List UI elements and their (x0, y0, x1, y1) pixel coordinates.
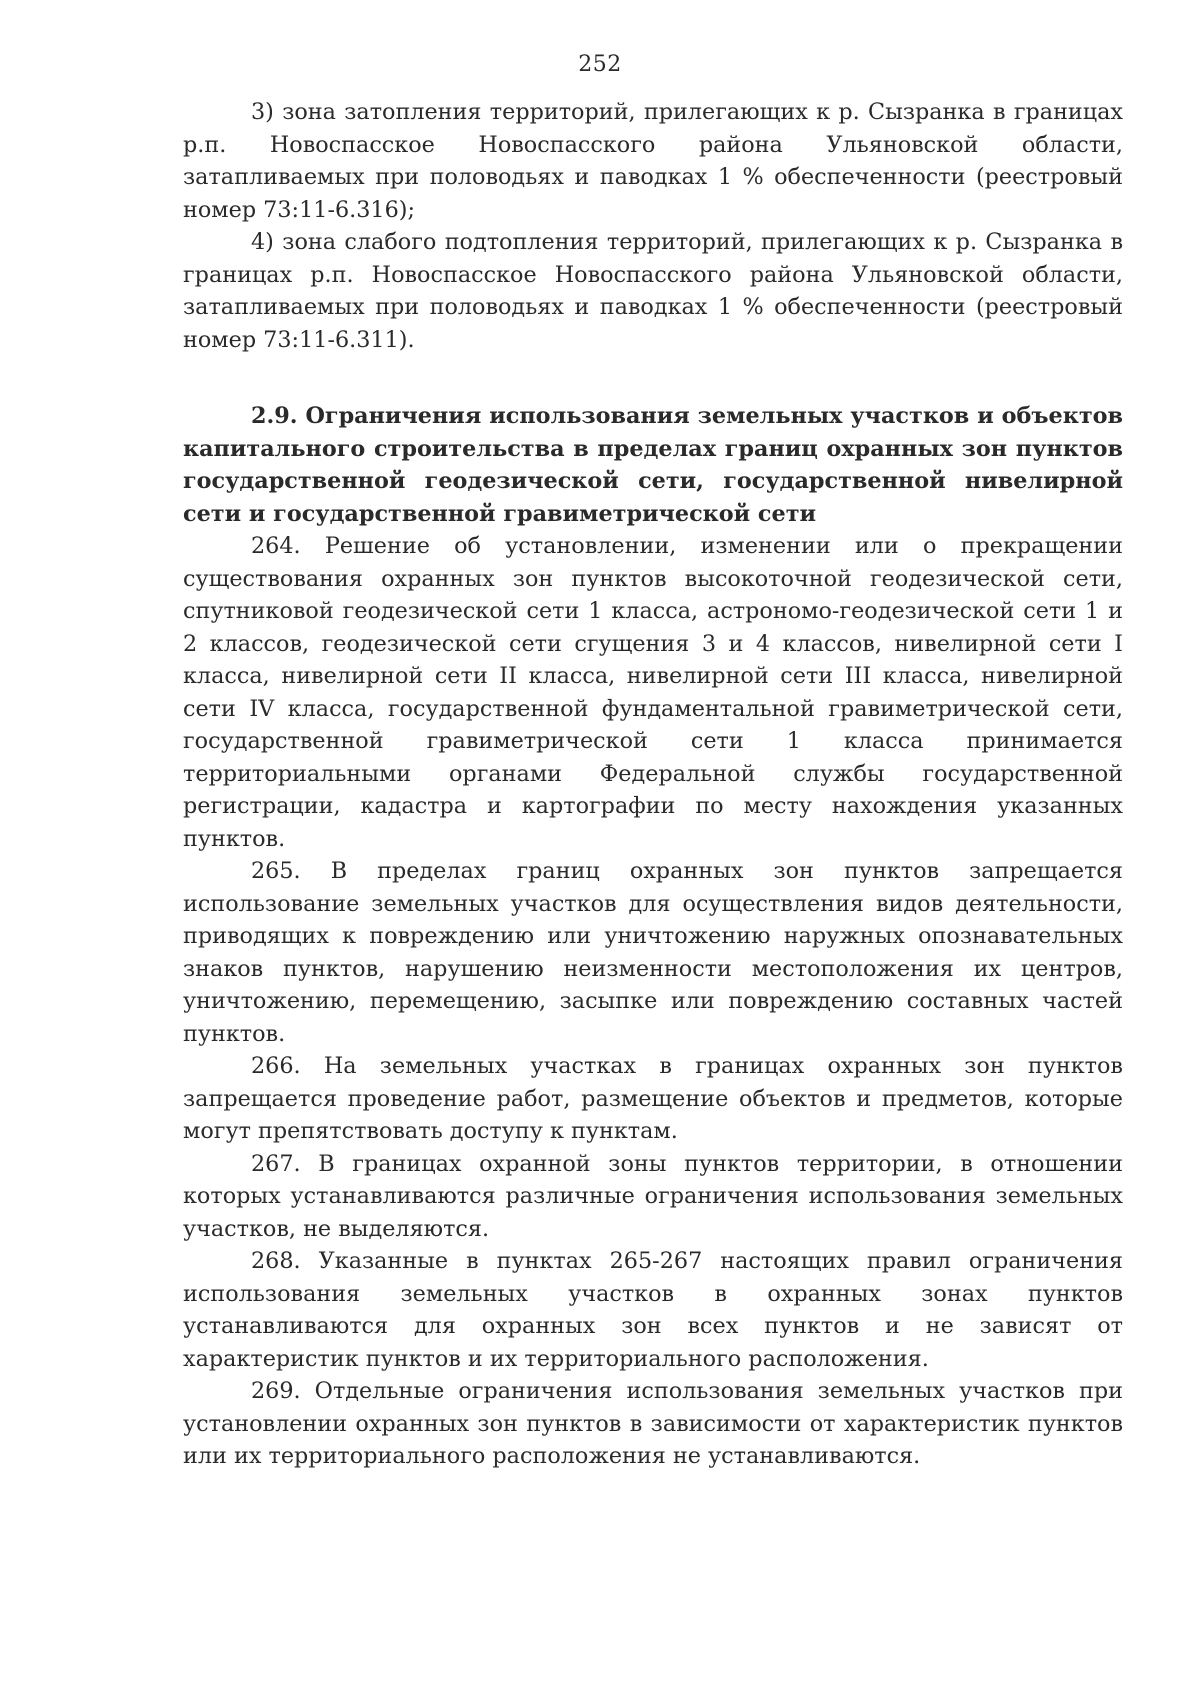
paragraph-264: 264. Решение об установлении, изменении или о прекращении существования охранных зон пунктов высокоточной геодезической сети, спутниковой геодезической сети 1 класса, астрономо-геодезической сети 1 и 2 классов, геодезической сети сгущения 3 и 4 классов, нивелирной сети I класса, нивелирной сети II класса, нивелирной сети III класса, нивелирной сети IV класса, государственной фундаментальной гравиметрической сети, государственной гравиметрической сети 1 класса принимается территориальными органами Федеральной службы государственной регистрации, кадастра и картографии по месту нахождения указанных пунктов. (183, 533, 1123, 852)
paragraph-265: 265. В пределах границ охранных зон пунктов запрещается использование земельных участков для осуществления видов деятельности, приводящих к повреждению или уничтожению наружных опознавательных знаков пунктов, нарушению неизменности местоположения их центров, уничтожению, перемещению, засыпке или повреждению составных частей пунктов. (183, 858, 1123, 1047)
paragraph-266: 266. На земельных участках в границах охранных зон пунктов запрещается проведение работ, размещение объектов и предметов, которые могут препятствовать доступу к пунктам. (183, 1053, 1123, 1144)
section-heading: 2.9. Ограничения использования земельных участков и объектов капитального строительства в пределах границ охранных зон пунктов государственной геодезической сети, государственной нивелирной сети и государственной гравиметрической сети (183, 403, 1123, 527)
list-item-zone-3: 3) зона затопления территорий, прилегающих к р. Сызранка в границах р.п. Новоспасское Новоспасского района Ульяновской области, затапливаемых при половодьях и паводках 1 % обеспеченности (реестровый номер 73:11-6.316); (183, 99, 1123, 223)
paragraph-268: 268. Указанные в пунктах 265-267 настоящих правил ограничения использования земельных участков в охранных зонах пунктов устанавливаются для охранных зон всех пунктов и не зависят от характеристик пунктов и их территориального расположения. (183, 1248, 1123, 1372)
page-number: 252 (578, 52, 622, 77)
document-body (183, 96, 1123, 1473)
list-item-zone-4: 4) зона слабого подтопления территорий, прилегающих к р. Сызранка в границах р.п. Новоспасское Новоспасского района Ульяновской области, затапливаемых при половодьях и паводках 1 % обеспеченности (реестровый номер 73:11-6.311). (183, 229, 1123, 353)
paragraph-267: 267. В границах охранной зоны пунктов территории, в отношении которых устанавливаются различные ограничения использования земельных участков, не выделяются. (183, 1150, 1123, 1242)
paragraph-269: 269. Отдельные ограничения использования земельных участков при установлении охранных зон пунктов в зависимости от характеристик пунктов или их территориального расположения не устанавливаются. (183, 1378, 1123, 1469)
